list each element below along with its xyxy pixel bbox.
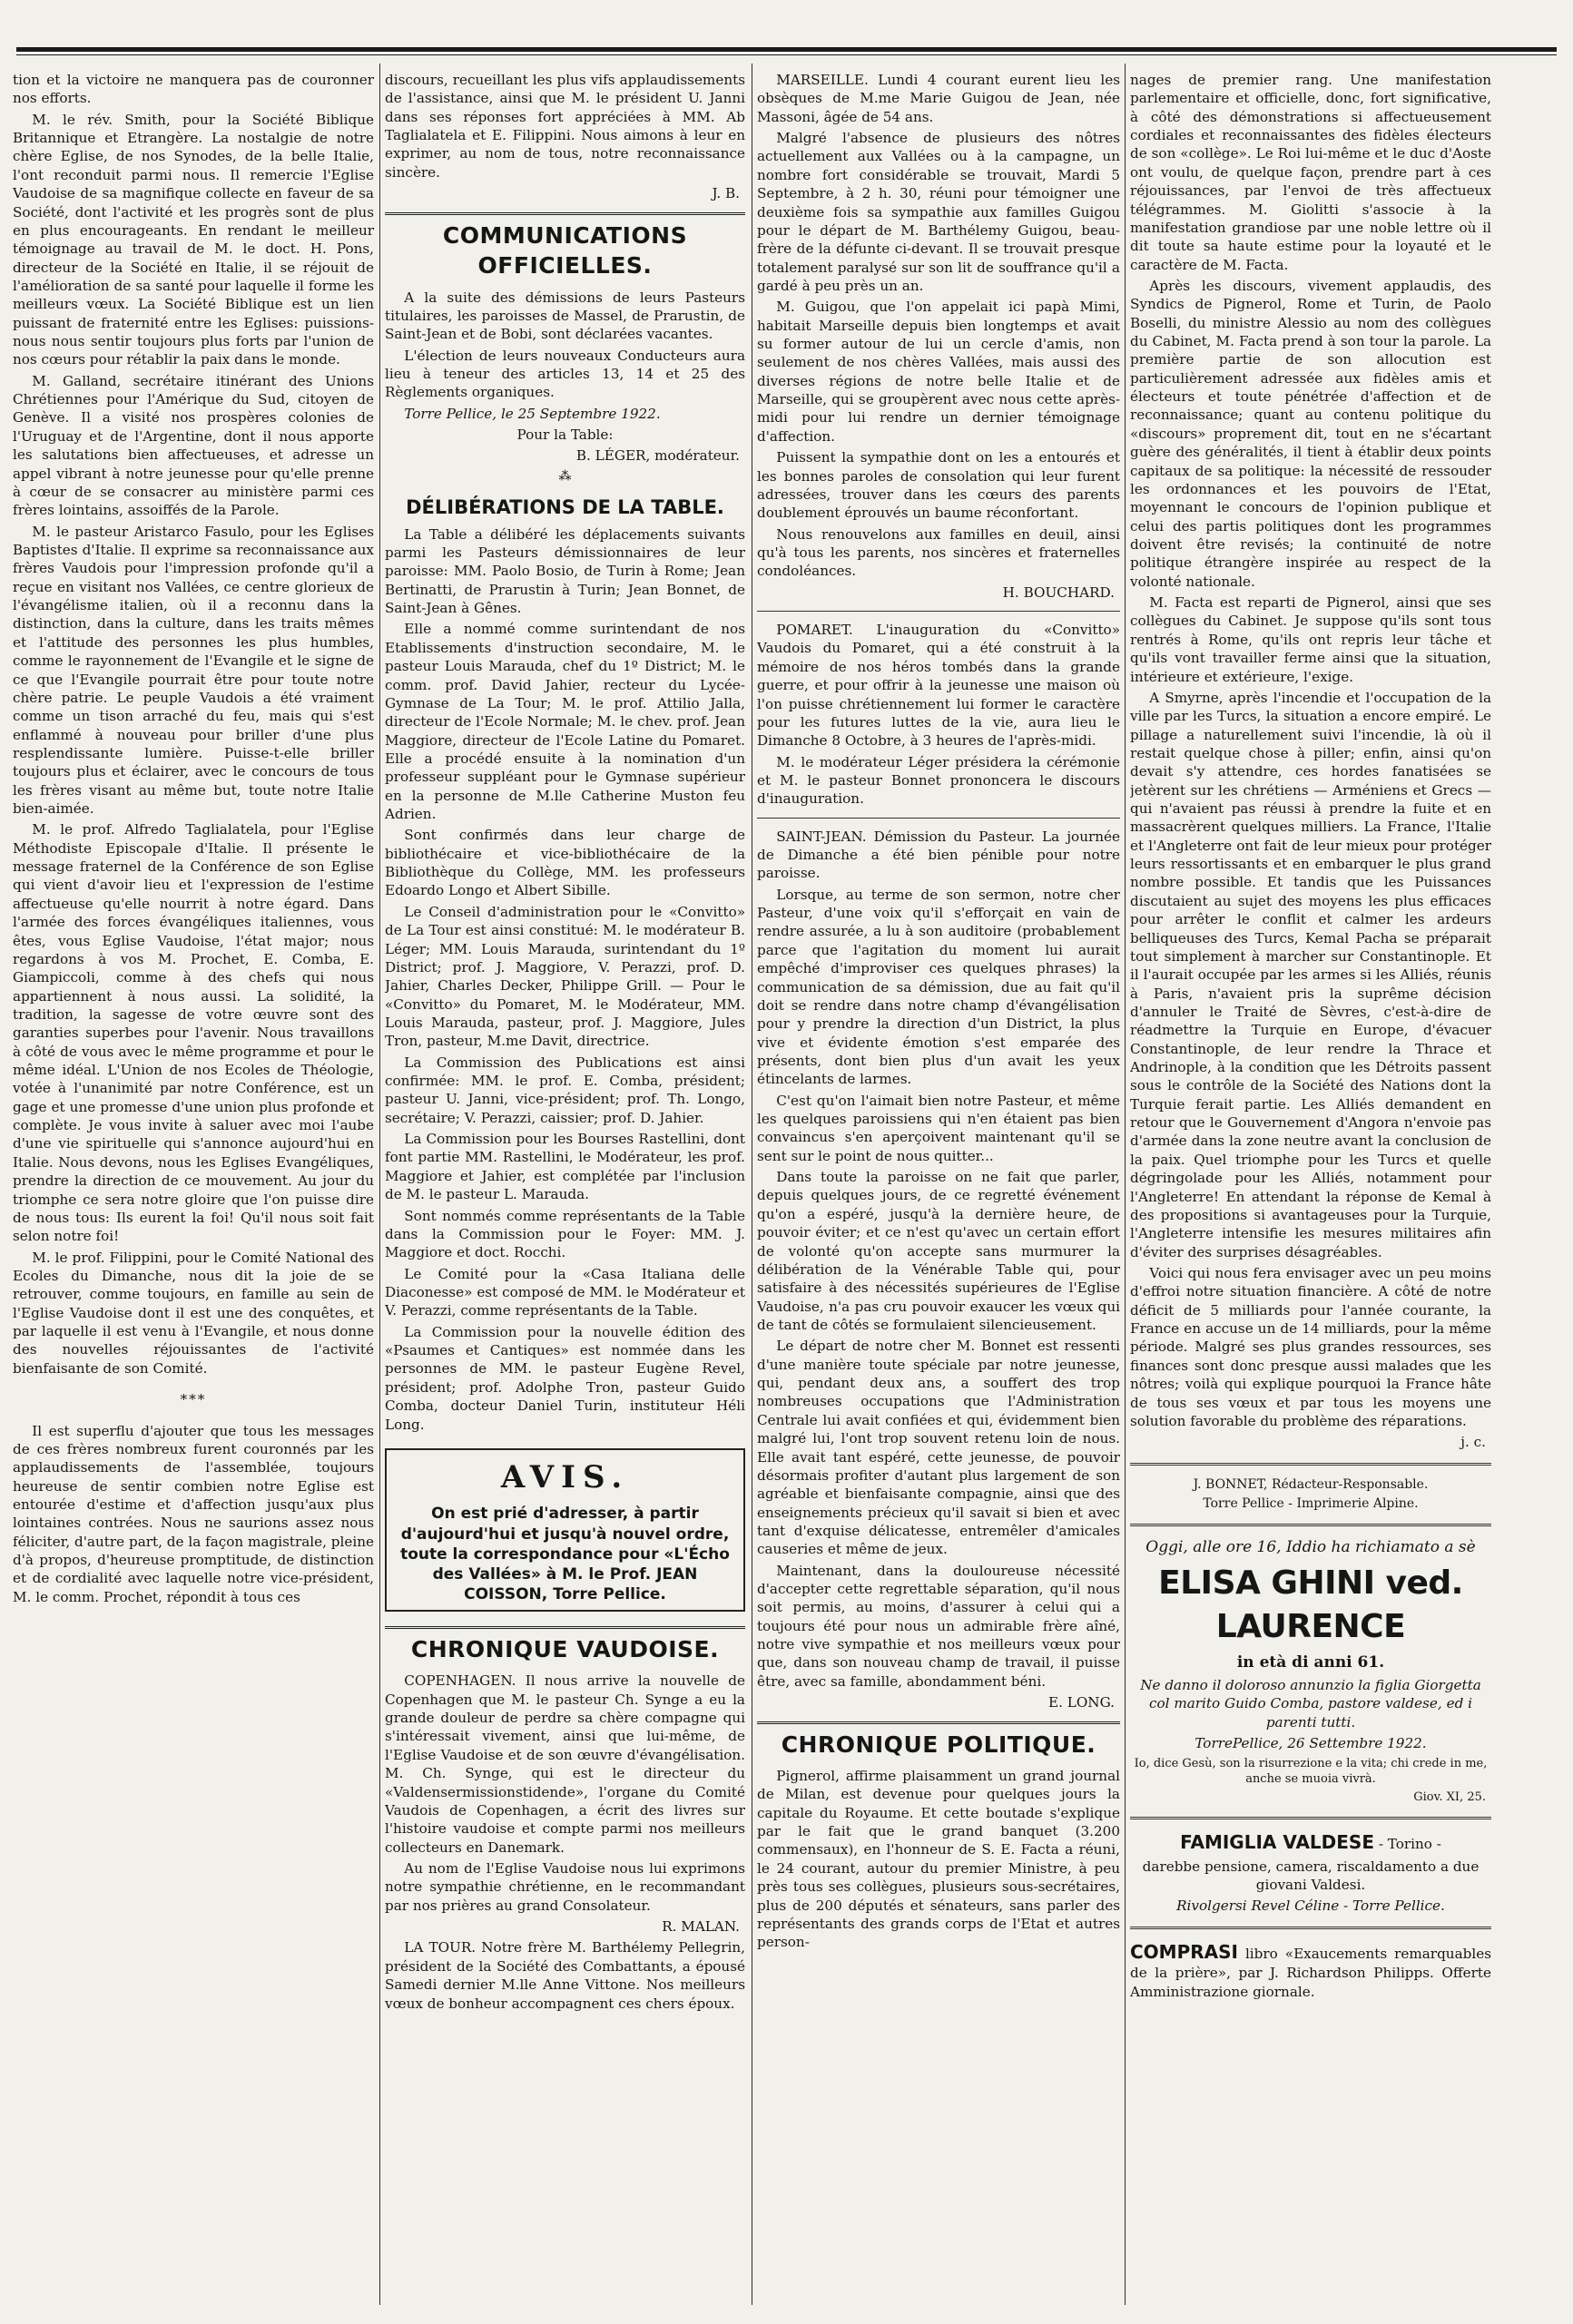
imprint-editor: J. BONNET, Rédacteur-Responsable. xyxy=(1193,1476,1429,1492)
paragraph: La Commission pour les Bourses Rastellini, dont font partie MM. Rastellini, le Modérateur, les prof. Maggiore et Jahier, est complétée par l'inclusion de M. le pasteur L. Marauda. xyxy=(385,1131,745,1203)
ad-text: libro «Exaucements remarquables de la prière», par J. Richardson Philipps. Offerte Amministrazione giornale. xyxy=(1130,1945,1491,2000)
paragraph: Malgré l'absence de plusieurs des nôtres actuellement aux Vallées ou à la campagne, un nombre fort considérable se trouvait, Mardi 5 Septembre, à 2 h. 30, réuni pour témoigner une deuxième fois sa sympathie aux familles Guigou pour le départ de M. Barthélemy Guigou, beau-frère de la défunte ci-devant. Il se trouvait presque totalement paralysé sur son lit de souffrance qu'il a gardé à peu près un an. xyxy=(757,130,1120,294)
divider xyxy=(1130,1817,1491,1819)
divider xyxy=(1130,1463,1491,1466)
paragraph: SAINT-JEAN. Démission du Pasteur. La journée de Dimanche a été bien pénible pour notre paroisse. xyxy=(757,828,1120,882)
paragraph: M. Facta est reparti de Pignerol, ainsi que ses collègues du Cabinet. Je suppose qu'ils sont tous rentrés à Rome, qu'ils ont repris leur tâche et qu'ils vont travailler ferme ainsi que la situation, intérieure et extérieure, l'exige. xyxy=(1130,594,1491,685)
paragraph: Le Comité pour la «Casa Italiana delle Diaconesse» est composé de MM. le Modérateur et V. Perazzi, comme représentants de la Table. xyxy=(385,1265,745,1319)
paragraph: Puissent la sympathie dont on les a entourés et les bonnes paroles de consolation qui leur furent adressées, trouver dans les cœurs des parents doublement éprouvés un baume réconfortant. xyxy=(757,449,1120,522)
paragraph: M. le modérateur Léger présidera la cérémonie et M. le pasteur Bonnet prononcera le discours d'inauguration. xyxy=(757,753,1120,808)
announcement-reference: Giov. XI, 25. xyxy=(1413,1790,1486,1805)
top-rule xyxy=(16,47,1557,52)
ad-contact: Rivolgersi Revel Céline - Torre Pellice. xyxy=(1176,1897,1445,1915)
paragraph: MARSEILLE. Lundi 4 courant eurent lieu les obsèques de M.me Marie Guigou de Jean, née Massoni, âgée de 54 ans. xyxy=(757,72,1120,125)
column-4 xyxy=(1130,71,1491,2303)
paragraph: tion et la victoire ne manquera pas de couronner nos efforts. xyxy=(13,72,374,107)
signature: R. MALAN. xyxy=(662,1918,740,1936)
paragraph: Il est superflu d'ajouter que tous les messages de ces frères nombreux furent couronnés par les applaudissements de l'assemblée, toujours heureuse de sentir combien notre Eglise est entourée d'estime et d'affection jusqu'aux plus lointaines contrées. Nous ne saurions assez nous féliciter, d'autre part, de la façon magistrale, pleine d'à propos, d'heureuse promptitude, de distinction et de cordialité avec laquelle notre vice-président, M. le comm. Prochet, répondit à tous ces xyxy=(13,1422,374,1605)
divider xyxy=(757,818,1120,819)
dateline: Torre Pellice, le 25 Septembre 1922. xyxy=(404,405,661,422)
paragraph: Le départ de notre cher M. Bonnet est ressenti d'une manière toute spéciale par notre jeunesse, qui, pendant deux ans, a souffert des trop nombreuses occupations que l'Administration Centrale lui avait confiées et qui, évidemment bien malgré lui, l'ont trop souvent retenu loin de nous. Elle avait tant espéré, cette jeunesse, de pouvoir désormais profiter d'autant plus largement de son agréable et bienfaisante compagnie, ainsi que des enseignements précieux qu'il savait si bien et avec tant d'exquise délicatesse, entremêler d'amicales causeries et même de jeux. xyxy=(757,1338,1120,1558)
paragraph: A Smyrne, après l'incendie et l'occupation de la ville par les Turcs, la situation a encore empiré. Le pillage a naturellement suivi l'incendie, là où il restait quelque chose à piller; enfin, ainsi qu'on devait s'y attendre, ces hordes fanatisées se jetèrent sur les chrétiens — Arméniens et Grecs — qui n'avaient pas réussi à prendre la fuite et en massacrèrent quelques milliers. La France, l'Italie et l'Angleterre ont fait de leur mieux pour protéger leurs ressortissants et en embarquer le plus grand nombre possible. Et tandis que les Puissances discutaient au sujet des moyens les plus efficaces pour arrêter le conflit et calmer les ardeurs belliqueuses des Turcs, Kemal Pacha se préparait tout simplement à marcher sur Constantinople. Et il l'aurait occupée par les armes si les Alliés, réunis à Paris, n'avaient pris la suprême décision d'annuler le Traité de Sèvres, c'est-à-dire de réadmettre la Turquie en Europe, d'évacuer Constantinople, de leur rendre la Thrace et Andrinople, à la condition que les Détroits passent sous le contrôle de la Société des Nations dont la Turquie ferait partie. Les Alliés demandent en retour que le Gouvernement d'Angora n'envoie pas d'armée dans la zone neutre avant la conclusion de la paix. Quel triomphe pour les Turcs et quelle dégringolade pour les Alliés, notamment pour l'Angleterre! En attendant la réponse de Kemal à des propositions si avantageuses pour la Turquie, l'Angleterre intensifie les mesures militaires afin d'éviter des surprises désagréables. xyxy=(1130,689,1491,1260)
death-announcement xyxy=(1130,1537,1491,1806)
notice-box xyxy=(385,1448,745,1612)
signature: j. c. xyxy=(1460,1434,1486,1451)
paragraph: La Table a délibéré les déplacements suivants parmi les Pasteurs démissionnaires de leur paroisse: MM. Paolo Bosio, de Turin à Rome; Jean Bertinatti, de Prarustin à Turin; Jean Bonnet, de Saint-Jean à Gênes. xyxy=(385,525,745,617)
signature: B. LÉGER, modérateur. xyxy=(575,447,740,465)
signature: E. LONG. xyxy=(1048,1694,1115,1711)
signature: H. BOUCHARD. xyxy=(1002,583,1115,601)
column-divider xyxy=(379,64,380,2305)
paragraph: Maintenant, dans la douloureuse nécessité d'accepter cette regrettable séparation, qu'il nous soit permis, au moins, d'assurer à celui qui a toujours été pour nous un admirable frère aîné, notre vive sympathie et nos meilleurs vœux pour que, dans son nouveau champ de travail, il puisse être, avec sa famille, abondamment béni. xyxy=(757,1562,1120,1690)
section-heading-chronique-politique: CHRONIQUE POLITIQUE. xyxy=(757,1721,1120,1760)
paragraph: Sont confirmés dans leur charge de bibliothécaire et vice-bibliothécaire de la Bibliothèque du Collège, MM. les professeurs Edoardo Longo et Albert Sibille. xyxy=(385,827,745,899)
paragraph: Le Conseil d'administration pour le «Convitto» de La Tour est ainsi constitué: M. le modérateur B. Léger; MM. Louis Marauda, surintendant du 1º District; prof. J. Maggiore, V. Perazzi, prof. D. Jahier, Charles Decker, Philippe Grill. — Pour le «Convitto» du Pomaret, M. le Modérateur, MM. Louis Marauda, pasteur, prof. J. Maggiore, Jules Tron, pasteur, M.me Davit, directrice. xyxy=(385,903,745,1050)
paragraph: POMARET. L'inauguration du «Convitto» Vaudois du Pomaret, qui a été construit à la mémoire de nos héros tombés dans la grande guerre, et pour offrir à la jeunesse une maison où l'on puisse chrétiennement lui former le caractère pour les futures luttes de la vie, aura lieu le Dimanche 8 Octobre, à 3 heures de l'après-midi. xyxy=(757,622,1120,750)
paragraph: M. Guigou, que l'on appelait ici papà Mimi, habitait Marseille depuis bien longtemps et avait su former autour de lui un cercle d'amis, non seulement de nos chères Vallées, mais aussi des diverses régions de notre belle Italie et de Marseille, qui se groupèrent avec nous cette après-midi pour lui rendre un dernier témoignage d'affection. xyxy=(757,299,1120,445)
section-heading-communications: COMMUNICATIONS OFFICIELLES. xyxy=(385,212,745,281)
column-2 xyxy=(385,71,745,2303)
announcement-verse: Io, dice Gesù, son la risurrezione e la vita; chi crede in me, anche se muoia vivrà. xyxy=(1134,1756,1488,1786)
ad-text: darebbe pensione, camera, riscaldamento a due giovani Valdesi. xyxy=(1142,1858,1480,1893)
column-1 xyxy=(13,71,374,2303)
paragraph: Lorsque, au terme de son sermon, notre cher Pasteur, d'une voix qu'il s'efforçait en vain de rendre assurée, a lu à son auditoire (probablement parce que l'agitation du moment lui aurait empêché d'improviser ces quelques phrases) la communication de sa démission, due au fait qu'il doit se rendre dans notre champ d'évangélisation pour y prendre la direction d'un District, la plus vive et évidente émotion s'est emparée des présents, dont bien plus d'un avait les yeux étincelants de larmes. xyxy=(757,886,1120,1088)
paragraph: Voici qui nous fera envisager avec un peu moins d'effroi notre situation financière. A côté de notre déficit de 5 milliards pour l'année courante, la France en accuse un de 14 milliards, pour la même période. Malgré ses plus grandes ressources, ses finances sont donc presque aussi malades que les nôtres; voilà qui explique pourquoi la France hâte de tous ses vœux et par tous les moyens une solution favorable du problème des réparations. xyxy=(1130,1265,1491,1429)
paragraph: Dans toute la paroisse on ne fait que parler, depuis quelques jours, de ce regretté événement qu'on a espéré, jusqu'à la dernière heure, de pouvoir éviter; et ce n'est qu'avec un certain effort de volonté qu'on accepte sans murmurer la délibération de la Vénérable Table qui, pour satisfaire à des nécessités supérieures de l'Eglise Vaudoise, n'a pas cru pouvoir exaucer les vœux qui de tant de côtés se formulaient silencieusement. xyxy=(757,1169,1120,1333)
paragraph: A la suite des démissions de leurs Pasteurs titulaires, les paroisses de Massel, de Prarustin, de Saint-Jean et de Bobi, sont déclarées vacantes. xyxy=(385,289,745,343)
divider xyxy=(1130,1524,1491,1526)
paragraph: Au nom de l'Eglise Vaudoise nous lui exprimons notre sympathie chrétienne, en le recommandant par nos prières au grand Consolateur. xyxy=(385,1859,745,1914)
classified-ad xyxy=(1130,1940,1491,2002)
announcement-date: TorrePellice, 26 Settembre 1922. xyxy=(1194,1735,1427,1752)
paragraph: La Commission pour la nouvelle édition des «Psaumes et Cantiques» est nommée dans les personnes de MM. le pasteur Eugène Revel, président; prof. Adolphe Tron, pasteur Guido Comba, docteur Daniel Turin, instituteur Héli Long. xyxy=(385,1323,745,1433)
paragraph: La Commission des Publications est ainsi confirmée: MM. le prof. E. Comba, président; pasteur U. Janni, vice-président; prof. Th. Longo, secrétaire; V. Perazzi, caissier; prof. D. Jahier. xyxy=(385,1054,745,1126)
paragraph: COPENHAGEN. Il nous arrive la nouvelle de Copenhagen que M. le pasteur Ch. Synge a eu la grande douleur de perdre sa chère compagne qui s'intéressait vivement, ainsi que lui-même, de l'Eglise Vaudoise et de son œuvre d'évangélisation. M. Ch. Synge, qui est le directeur du «Valdensermissionstidende», l'organe du Comité Vaudois de Copenhagen, a écrit des livres sur l'histoire vaudoise et compte parmi nos meilleurs collecteurs en Danemark. xyxy=(385,1672,745,1856)
announcement-age: in età di anni 61. xyxy=(1236,1653,1385,1672)
imprint-printer: Torre Pellice - Imprimerie Alpine. xyxy=(1203,1496,1419,1512)
top-rule-thin xyxy=(16,54,1557,55)
paragraph: Pignerol, affirme plaisamment un grand journal de Milan, est devenue pour quelques jours la capitale du Royaume. Et cette boutade s'explique par le fait que le grand banquet (3.200 commensaux), en l'honneur de S. E. Facta a réuni, le 24 courant, autour du premier Ministre, à peu près tous ses collègues, plusieurs sous-secrétaires, plus de 200 députés et sénateurs, sans parler des représentants des grands corps de l'Etat et autres person- xyxy=(757,1768,1120,1951)
section-heading-chronique-vaudoise: CHRONIQUE VAUDOISE. xyxy=(385,1626,745,1665)
paragraph: discours, recueillant les plus vifs applaudissements de l'assistance, ainsi que M. le président U. Janni dans ses réponses fort appréciées à MM. Ab Taglialatela et E. Filippini. Nous aimons à leur en exprimer, au nom de tous, notre reconnaissance sincère. xyxy=(385,72,745,181)
ornament-icon: ⁂ xyxy=(558,468,572,484)
column-divider xyxy=(1125,64,1126,2305)
paragraph: LA TOUR. Notre frère M. Barthélemy Pellegrin, président de la Société des Combattants, a épousé Samedi dernier M.lle Anne Vittone. Nos meilleurs vœux de bonheur accompagnent ces chers époux. xyxy=(385,1939,745,2012)
ad-title: COMPRASI xyxy=(1130,1940,1238,1963)
ad-title: FAMIGLIA VALDESE xyxy=(1180,1830,1374,1853)
paragraph: M. le prof. Alfredo Taglialatela, pour l'Eglise Méthodiste Episcopale d'Italie. Il présente le message fraternel de la Conférence de son Eglise qui vient d'avoir lieu et l'expression de l'estime affectueuse qu'elle nourrit à notre égard. Dans l'armée des forces évangéliques italiennes, vous êtes, vous Eglise Vaudoise, l'état major; nous regardons à vos M. Prochet, E. Comba, E. Giampiccoli, comme à des chefs qui nous appartiennent à nous aussi. La solidité, la tradition, la sagesse de votre œuvre sont des garanties superbes pour l'avenir. Nous travaillons à côté de vous avec le même programme et pour le même idéal. L'Union de nos Ecoles de Théologie, votée à l'unanimité par notre Conférence, est un gage et une promesse d'une union plus profonde et complète. Je vous invite à saluer avec moi l'aube d'une vie spirituelle qui s'annonce aujourd'hui en Italie. Nous devons, nous les Eglises Evangéliques, prendre la direction de ce mouvement. Au jour du triomphe ce sera notre gloire que l'on puisse dire de nous tous: Ils eurent la foi! Qu'il nous soit fait selon notre foi! xyxy=(13,821,374,1245)
classified-ad xyxy=(1130,1830,1491,1916)
announcement-name: ELISA GHINI ved. LAURENCE xyxy=(1158,1564,1463,1646)
paragraph: M. Galland, secrétaire itinérant des Unions Chrétiennes pour l'Amérique du Sud, citoyen de Genève. Il a visité nos prospères colonies de l'Uruguay et de l'Argentine, dont il nous apporte les salutations bien affectueuses, et adresse un appel vibrant à notre jeunesse pour qu'elle prenne à cœur de se consacrer au ministère parmi ces frères lointains, assoiffés de la Parole. xyxy=(13,372,374,519)
signature: J. B. xyxy=(712,185,740,202)
announcement-intro: Oggi, alle ore 16, Iddio ha richiamato a sè xyxy=(1145,1538,1476,1557)
section-heading-deliberations: DÉLIBÉRATIONS DE LA TABLE. xyxy=(406,495,724,518)
ad-place: - Torino - xyxy=(1378,1835,1441,1852)
signature-intro: Pour la Table: xyxy=(516,427,614,444)
paragraph: M. le rév. Smith, pour la Société Biblique Britannique et Etrangère. La nostalgie de notre chère Eglise, de nos Synodes, de la belle Italie, l'ont reconduit parmi nous. Il remercie l'Eglise Vaudoise de sa magnifique collecte en faveur de sa Société, dont l'activité et les progrès sont de plus en plus encourageants. En rendant le meilleur témoignage au travail de M. le doct. H. Pons, directeur de la Société en Italie, il se réjouit de l'amélioration de sa santé pour laquelle il forme les meilleurs vœux. La Société Biblique est un lien puissant de fraternité entre les Eglises: puissions-nous nous sentir toujours plus forts par l'union de nos cœurs pour rétablir la paix dans le monde. xyxy=(13,111,374,368)
notice-title: AVIS. xyxy=(500,1458,630,1495)
paragraph: Elle a nommé comme surintendant de nos Etablissements d'instruction secondaire, M. le pasteur Louis Marauda, chef du 1º District; M. le comm. prof. David Jahier, recteur du Lycée-Gymnase de La Tour; M. le prof. Attilio Jalla, directeur de l'Ecole Normale; M. le chev. prof. Jean Maggiore, directeur de l'Ecole Latine du Pomaret. Elle a procédé ensuite à la nomination d'un professeur suppléant pour le Gymnase supérieur en la personne de M.lle Catherine Muston feu Adrien. xyxy=(385,621,745,823)
paragraph: L'élection de leurs nouveaux Conducteurs aura lieu à teneur des articles 13, 14 et 25 des Règlements organiques. xyxy=(385,347,745,401)
announcement-text: Ne danno il doloroso annunzio la figlia Giorgetta col marito Guido Comba, pastore valdese, ed i parenti tutti. xyxy=(1140,1677,1481,1731)
paragraph: M. le pasteur Aristarco Fasulo, pour les Eglises Baptistes d'Italie. Il exprime sa reconnaissance aux frères Vaudois pour l'impression profonde qu'il a reçue en visitant nos Vallées, ce centre glorieux de l'évangélisme italien, où il a reconnu dans la distinction, dans la culture, dans les traits mêmes et l'attitude des personnes les plus humbles, comme le rayonnement de l'Evangile et le signe de ce que l'Evangile pourrait être pour toute notre chère patrie. Le peuple Vaudois a été vraiment comme un tison arraché du feu, mais qui s'est enflammé à nouveau pour briller d'une plus resplendissante lumière. Puisse-t-elle briller toujours plus et éclairer, avec le concours de tous les frères visant au même but, toute notre Italie bien-aimée. xyxy=(13,523,374,818)
paragraph: Nous renouvelons aux familles en deuil, ainsi qu'à tous les parents, nos sincères et fraternelles condoléances. xyxy=(757,525,1120,580)
paragraph: Après les discours, vivement applaudis, des Syndics de Pignerol, Rome et Turin, de Paolo Boselli, du ministre Alessio au nom des collègues du Cabinet, M. Facta prend à son tour la parole. La première partie de son allocution est particulièrement adressée aux fidèles amis et électeurs et toute pénétrée d'affection et de reconnaissance; quant au contenu politique du «discours» proprement dit, tout en ne s'écartant guère des généralités, il tient à établir deux points capitaux de sa politique: la nécessité de ressouder les ordonnances et les pouvoirs de l'Etat, moyennant le concours de l'opinion publique et celui des partis politiques dont les programmes doivent être revisés; la continuité de notre politique étrangère inspirée au respect de la volonté nationale. xyxy=(1130,277,1491,590)
paragraph: Sont nommés comme représentants de la Table dans la Commission pour le Foyer: MM. J. Maggiore et doct. Rocchi. xyxy=(385,1207,745,1261)
notice-text: On est prié d'adresser, à partir d'aujourd'hui et jusqu'à nouvel ordre, toute la correspondance pour «L'Écho des Vallées» à M. le Prof. JEAN COISSON, Torre Pellice. xyxy=(400,1505,730,1603)
section-separator: *** xyxy=(180,1391,207,1408)
column-3 xyxy=(757,71,1120,2303)
divider xyxy=(757,611,1120,612)
paragraph: C'est qu'on l'aimait bien notre Pasteur, et même les quelques paroissiens qui n'en étaient pas bien convaincus s'en aperçoivent maintenant qu'il se sent sur le point de nous quitter... xyxy=(757,1092,1120,1164)
paragraph: nages de premier rang. Une manifestation parlementaire et officielle, donc, fort significative, à côté des démonstrations si affectueusement cordiales et reconnaissantes des fidèles électeurs de son «collège». Le Roi lui-même et le duc d'Aoste ont voulu, de quelque façon, prendre part à ces réjouissances, par l'envoi de très affectueux télégrammes. M. Giolitti s'associe à la manifestation grandiose par une noble lettre où il dit toute sa haute estime pour la loyauté et le caractère de M. Facta. xyxy=(1130,72,1491,273)
paragraph: M. le prof. Filippini, pour le Comité National des Ecoles du Dimanche, nous dit la joie de se retrouver, comme toujours, en famille au sein de l'Eglise Vaudoise dont il est une des conquêtes, et par laquelle il est venu à l'Evangile, et nous donne des nouvelles réjouissantes de l'activité bienfaisante de son Comité. xyxy=(13,1249,374,1377)
divider xyxy=(1130,1927,1491,1929)
